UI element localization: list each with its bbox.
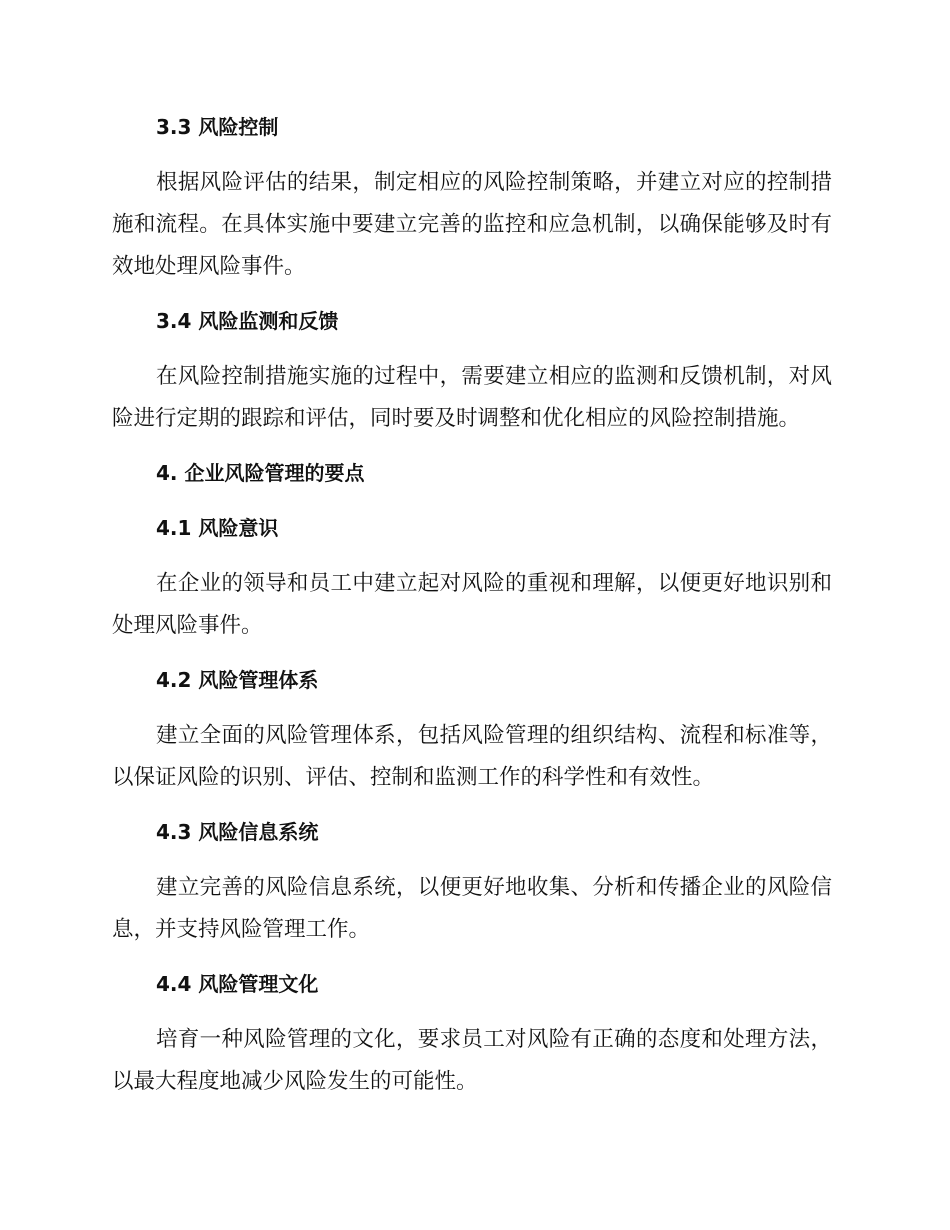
section-heading-3-3: 3.3 风险控制 xyxy=(156,115,279,139)
section-heading-3-4: 3.4 风险监测和反馈 xyxy=(156,309,339,333)
section-heading-4-1: 4.1 风险意识 xyxy=(156,516,279,540)
section-heading-4-4: 4.4 风险管理文化 xyxy=(156,972,319,996)
section-paragraph-4-3: 建立完善的风险信息系统，以便更好地收集、分析和传播企业的风险信息，并支持风险管理工作。 xyxy=(112,875,832,942)
section-heading-4-2: 4.2 风险管理体系 xyxy=(156,668,319,692)
section-heading-4: 4. 企业风险管理的要点 xyxy=(156,461,365,485)
section-paragraph-4-1: 在企业的领导和员工中建立起对风险的重视和理解，以便更好地识别和处理风险事件。 xyxy=(112,571,832,638)
section-heading-4-3: 4.3 风险信息系统 xyxy=(156,820,319,844)
section-paragraph-3-4: 在风险控制措施实施的过程中，需要建立相应的监测和反馈机制，对风险进行定期的跟踪和评估，同时要及时调整和优化相应的风险控制措施。 xyxy=(112,364,832,431)
section-paragraph-3-3: 根据风险评估的结果，制定相应的风险控制策略，并建立对应的控制措施和流程。在具体实施中要建立完善的监控和应急机制，以确保能够及时有效地处理风险事件。 xyxy=(112,170,832,279)
section-paragraph-4-4: 培育一种风险管理的文化，要求员工对风险有正确的态度和处理方法，以最大程度地减少风险发生的可能性。 xyxy=(112,1027,832,1094)
section-paragraph-4-2: 建立全面的风险管理体系，包括风险管理的组织结构、流程和标准等，以保证风险的识别、评估、控制和监测工作的科学性和有效性。 xyxy=(112,723,832,790)
